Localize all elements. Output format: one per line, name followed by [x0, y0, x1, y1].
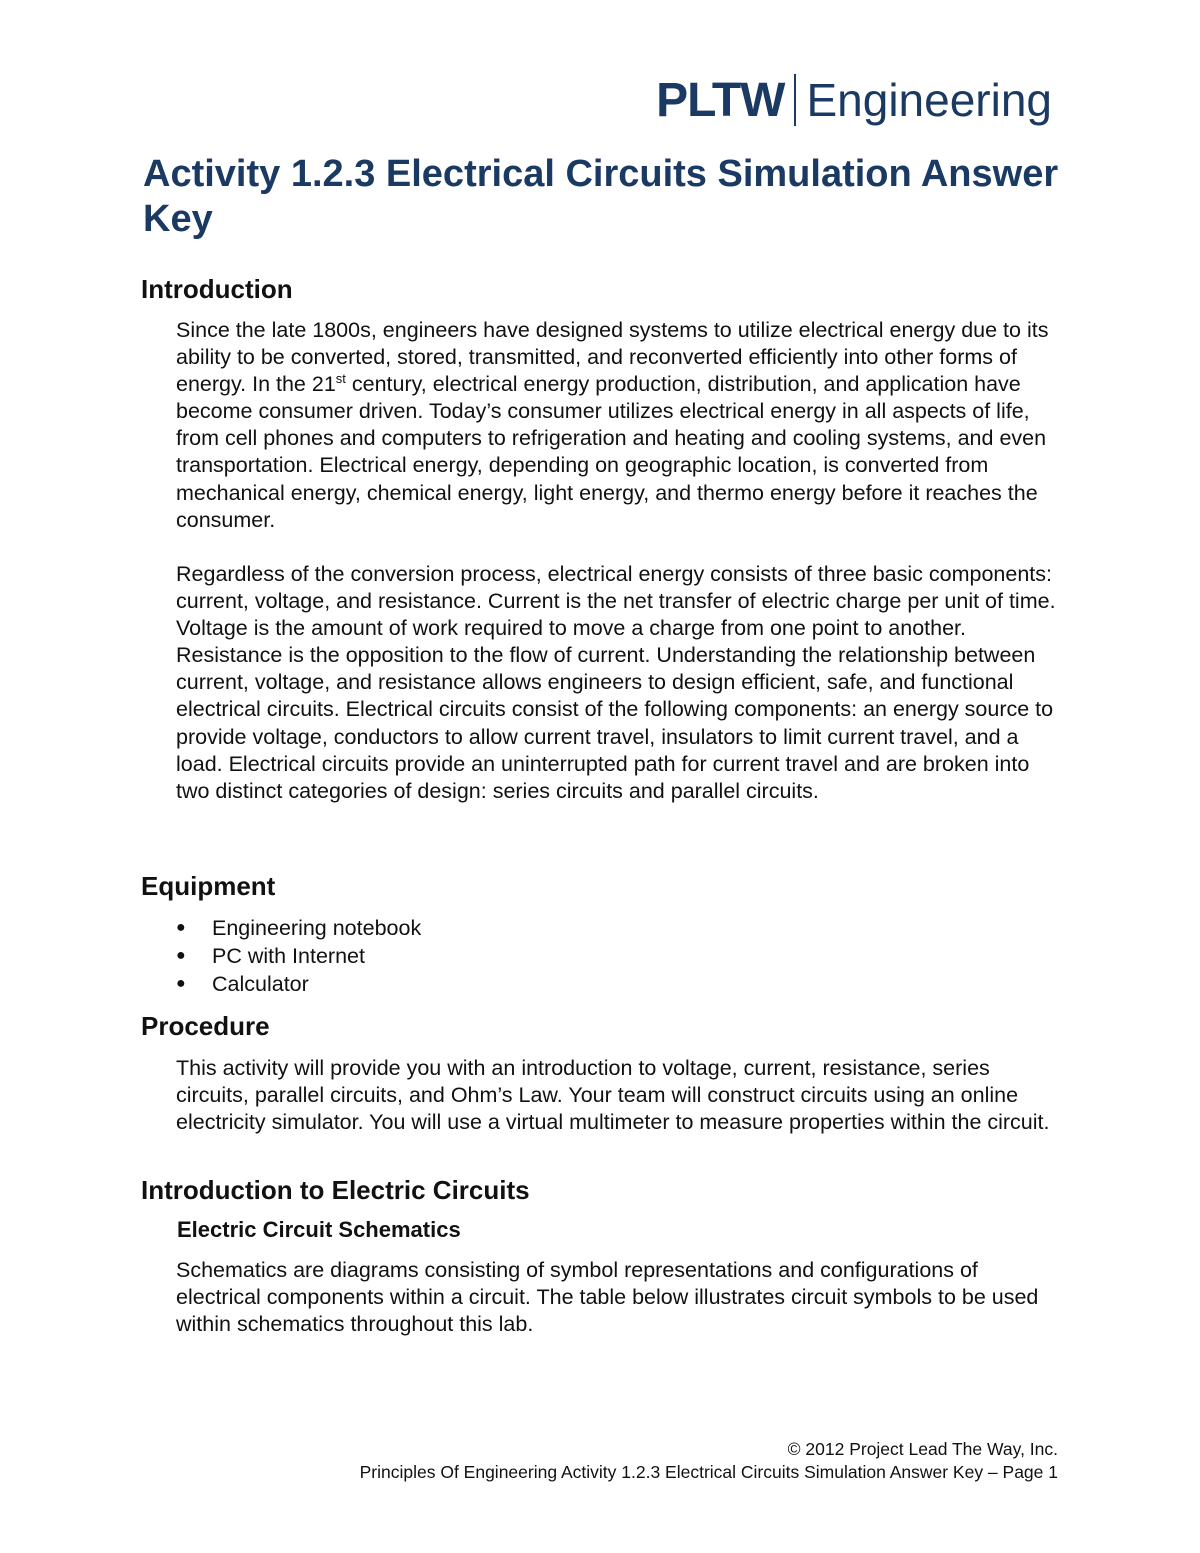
- equipment-item-label: PC with Internet: [212, 944, 365, 968]
- bullet-icon: ●: [176, 919, 186, 936]
- list-item: [176, 970, 421, 998]
- intro-p1-superscript: st: [335, 371, 346, 387]
- bullet-icon: ●: [176, 947, 186, 964]
- logo-brand: PLTW: [656, 73, 785, 127]
- introduction-paragraph-1: [176, 317, 1066, 534]
- footer-copyright: © 2012 Project Lead The Way, Inc.: [787, 1439, 1058, 1459]
- procedure-paragraph: This activity will provide you with an introduction to voltage, current, resistance, series circuits, parallel circuits, and Ohm’s Law. Your team will construct circuits using an online electricity simulator. You will use a virtual multimeter to measure properties within the circuit.: [176, 1056, 1050, 1135]
- logo-division: Engineering: [806, 74, 1052, 126]
- pltw-engineering-logo: [656, 70, 1052, 130]
- schematics-subheading: Electric Circuit Schematics: [177, 1217, 461, 1242]
- schematics-paragraph: Schematics are diagrams consisting of symbol representations and configurations of electrical components within a circuit. The table below illustrates circuit symbols to be used within schematics throughout this lab.: [176, 1258, 1039, 1337]
- procedure-heading: Procedure: [141, 1011, 270, 1041]
- intro-p1-part-b: century, electrical energy production, distribution, and application have become consumer driven. Today’s consumer utilizes electrical energy in all aspects of life, from cell phones and computers to refrigeration and heating and cooling systems, and even transportation. Electrical energy, depending on geographic location, is converted from mechanical energy, chemical energy, light energy, and thermo energy before it reaches the consumer.: [176, 372, 1047, 532]
- list-item: [176, 914, 421, 942]
- footer-page-line: Principles Of Engineering Activity 1.2.3 Electrical Circuits Simulation Answer Key – Page 1: [359, 1462, 1058, 1482]
- page-title: Activity 1.2.3 Electrical Circuits Simulation Answer Key: [143, 153, 1059, 240]
- list-item: [176, 942, 421, 970]
- equipment-heading: Equipment: [141, 871, 276, 901]
- bullet-icon: ●: [176, 975, 186, 992]
- equipment-item-label: Calculator: [212, 972, 309, 996]
- equipment-item-label: Engineering notebook: [212, 916, 422, 940]
- intro-circuits-heading: Introduction to Electric Circuits: [141, 1175, 530, 1205]
- logo-divider: [794, 74, 796, 126]
- equipment-list: [176, 914, 421, 998]
- introduction-paragraph-2: Regardless of the conversion process, electrical energy consists of three basic components: current, voltage, and resistance. Current is the net transfer of electric charge per unit of time. Voltage is the amount of work required to move a charge from one point to another. Resistance is the opposition to the flow of current. Understanding the relationship between current, voltage, and resistance allows engineers to design efficient, safe, and functional electrical circuits. Electrical circuits consist of the following components: an energy source to provide voltage, conductors to allow current travel, insulators to limit current travel, and a load. Electrical circuits provide an uninterrupted path for current travel and are broken into two distinct categories of design: series circuits and parallel circuits.: [176, 562, 1056, 803]
- introduction-heading: Introduction: [141, 274, 293, 304]
- intro-p1-part-a: Since the late 1800s, engineers have designed systems to utilize electrical energy due to its ability to be converted, stored, transmitted, and reconverted efficiently into other forms of energy. In the 21: [176, 318, 1049, 397]
